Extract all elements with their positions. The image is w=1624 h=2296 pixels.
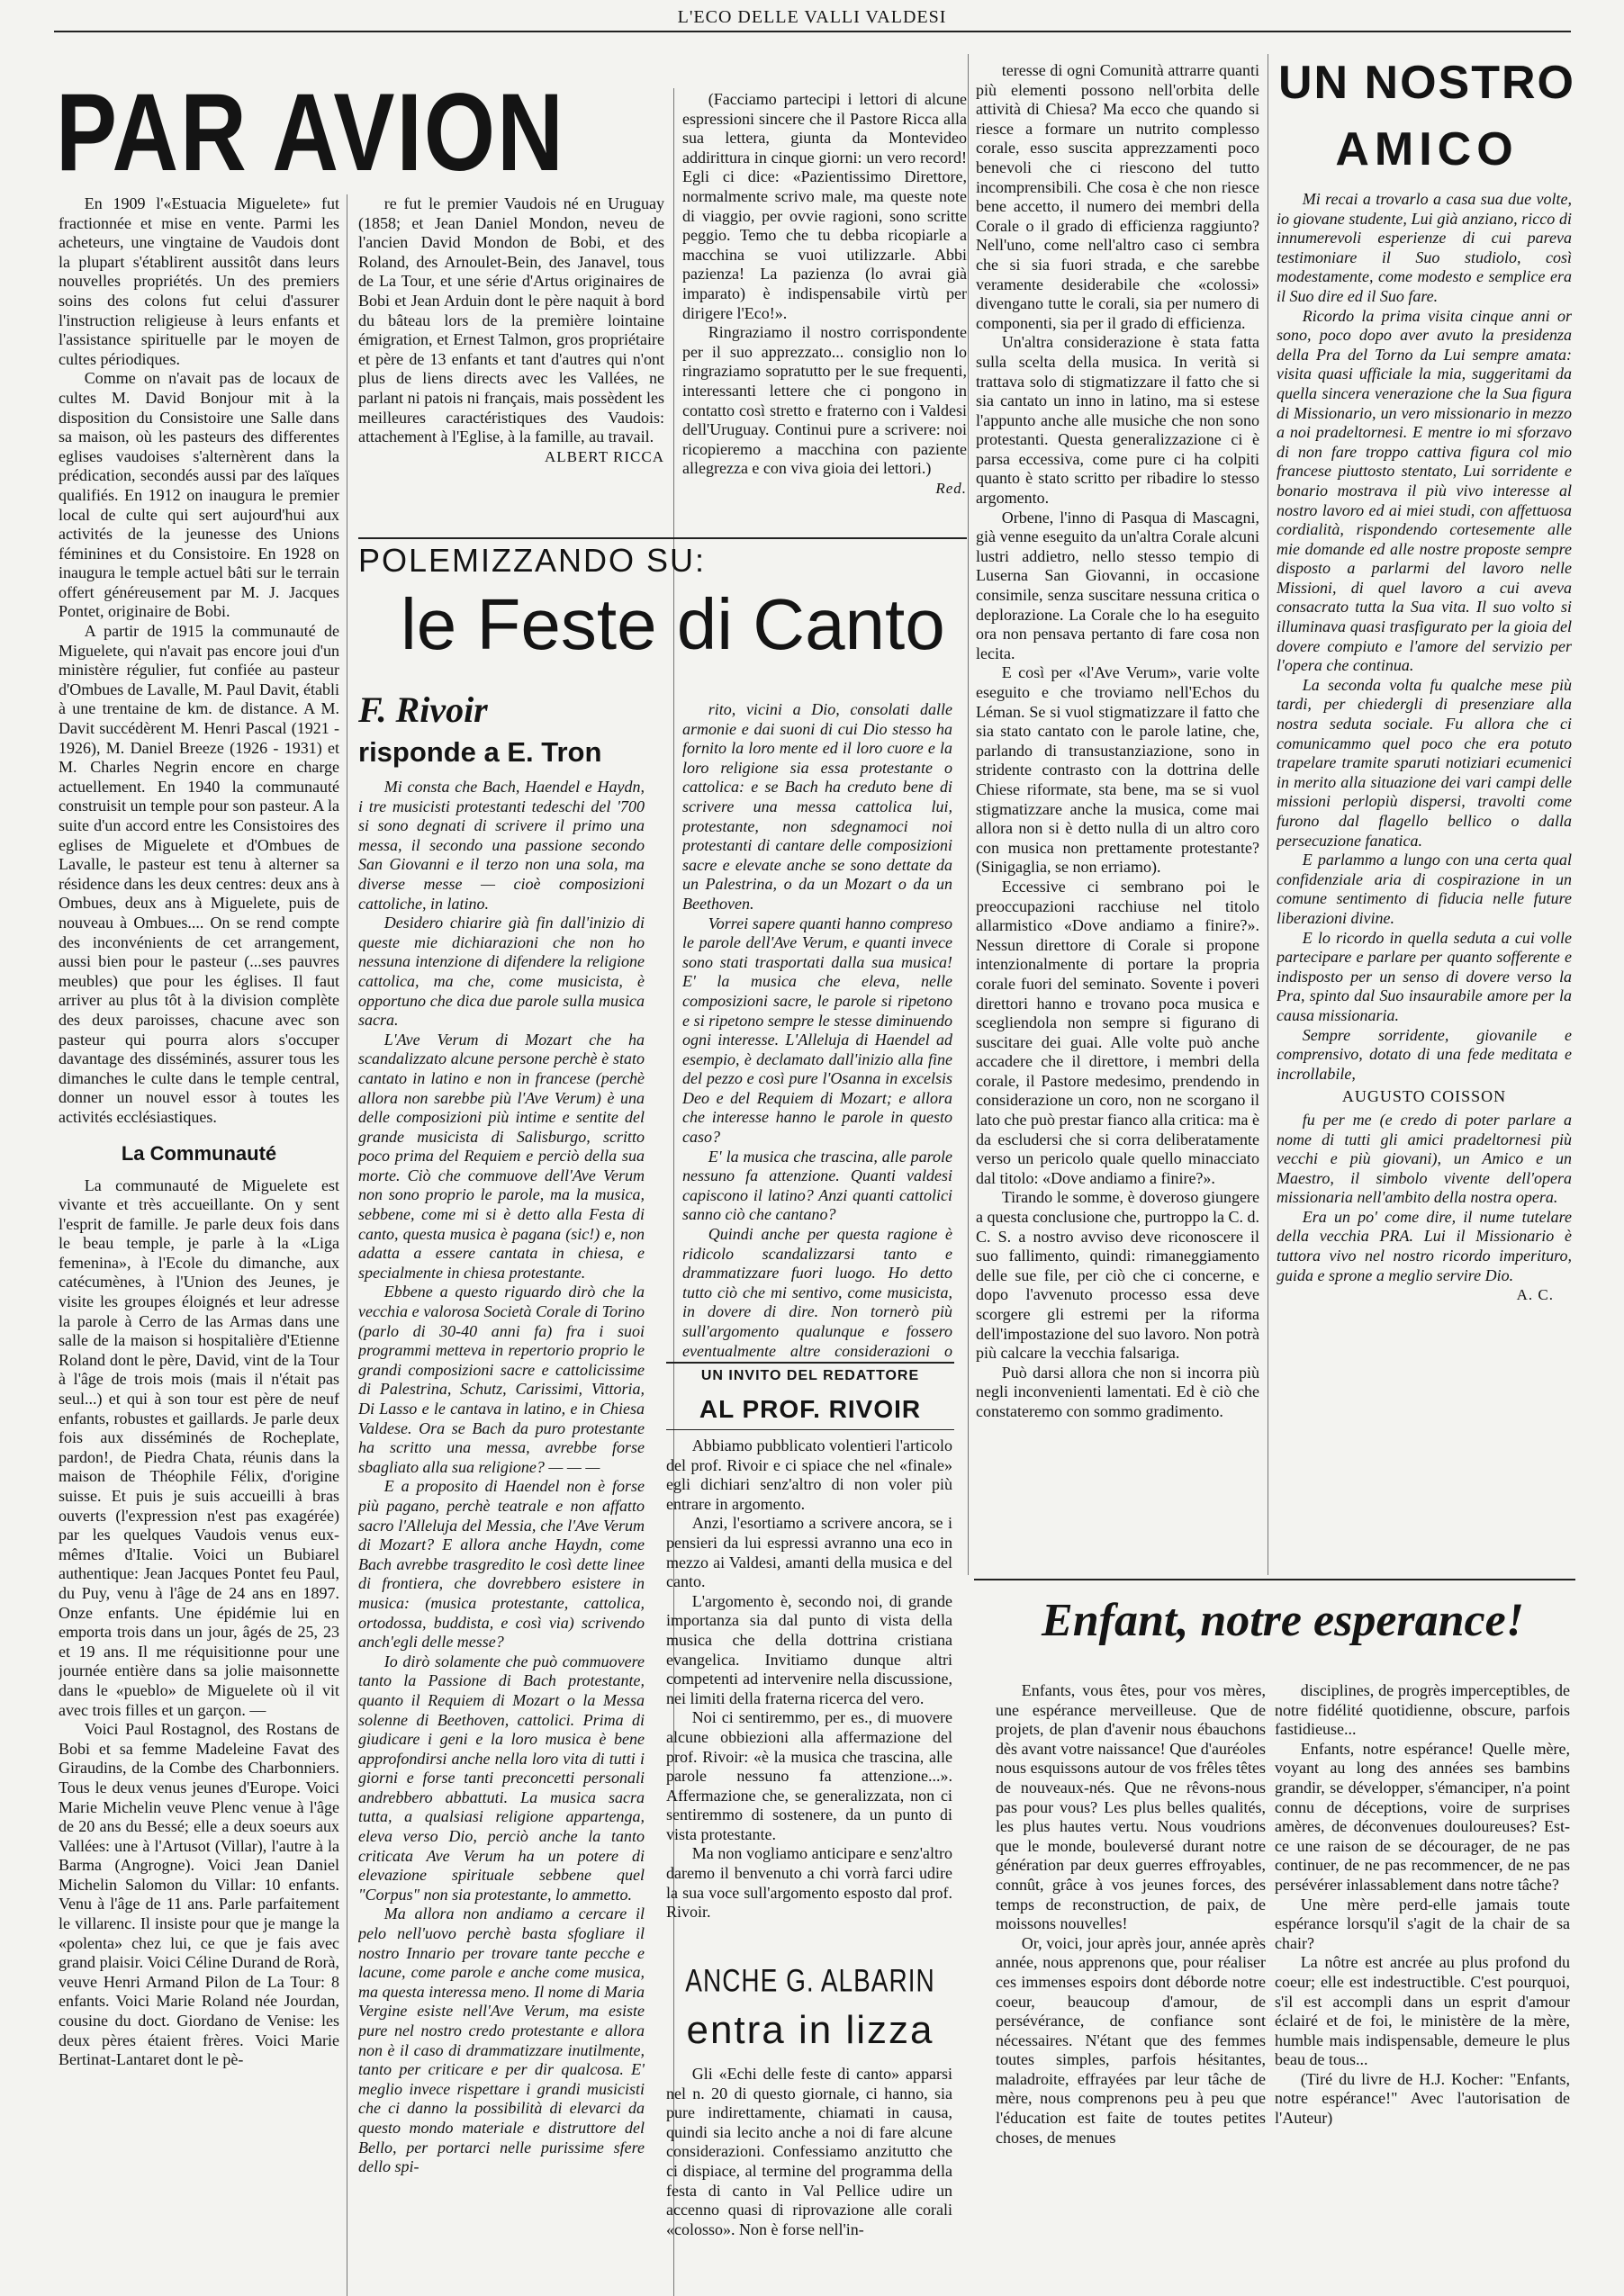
paragraph: Ma allora non andiamo a cercare il pelo nell'uovo perchè basta sfogliare il nostro Innario per trovare tante pecche e lacune, come parole e anche come musica, ma questa interessa meno. Il nome di Maria Vergine esiste nell'Ave Verum, ma esiste pure nel nostro credo protestante e allora non è il caso di drammatizzare inutilmente, tanto per criticare e per dir qualcosa. E' meglio invece rispettare i grandi musicisti che ci danno la possibilità di elevarci da questo mondo materiale e distruttore del Bello, per portarci nelle purissime sfere dello spi- [358,1904,645,2176]
paragraph: E a proposito di Haendel non è forse più pagano, perchè teatrale e non affatto sacro l'Alleluja del Messia, che l'Ave Verum di Mozart? E allora anche Haydn, come Bach avrebbe trasgredito le così dette linee di frontiera, che dovrebbero esistere in musica: (musica protestante, cattolica, ortodossa, buddista, e così via) scrivendo anch'egli delle messe? [358,1477,645,1652]
paragraph: Noi ci sentiremmo, per es., di muovere alcune obbiezioni alla affermazione del prof. Rivoir: «è la musica che trascina, alle parole nessuno fa attenzione...». Affermazione che, se generalizzata, non ci sentiremmo di sostenere, da un punto di vista protestante. [666,1708,952,1843]
paragraph: Tirando le somme, è doveroso giungere a questa conclusione che, purtroppo la C. d. C. S. a nostro avviso deve riconoscere il suo fallimento, quindi: rimaneggiamento delle sue file, per ciò che ci concerne, e dopo l'avvenuto processo essa deve scorgere gli estremi per la riforma dell'impostazione del suo lavoro. Non potrà più calcare la vecchia falsariga. [976,1188,1259,1363]
paragraph: La nôtre est ancrée au plus profond du coeur; elle est indestructible. C'est pourquoi, s'il est accompli dans un esprit d'amour éclairé et de foi, le ministère de la mère, humble mais indispensable, demeure le plus beau de tous... [1275,1953,1570,2069]
feste-title: le Feste di Canto [401,584,945,664]
albarin-column-a [666,2065,952,2296]
albarin-column-b [976,61,1259,1512]
paragraph: L'Ave Verum di Mozart che ha scandalizzato alcune persone perchè è stato cantato in latino e non in francese (perchè allora non sarebbe più l'Ave Verum) è una delle composizioni più intime e sentite del grande musicista di Salisburgo, scritto poco prima del Requiem e perciò della sua morte. Ciò che commuove dell'Ave Verum non sono proprio le parole, ma la musica, sebbene, come mi si è detto alla Festa di canto, questa musica è pagana (sic!) e, non adatta a essere cantata in chiesa, e specialmente in chiesa protestante. [358,1030,645,1282]
par-avion-column-1 [59,194,339,2296]
enfant-column-a [996,1681,1266,2296]
paragraph: La seconda volta fu qualche mese più tardi, per chiedergli di presenziare alla nostra seduta sociale. Fu allora che ci comunicammo quel poco che era potuto trapelare tramite sparuti notiziari ecumenici in merito alla situazione dei vari campi delle missioni perlopiù dispersi, travolti come furono dal flagello bellico o dalla persecuzione fanatica. [1277,675,1572,850]
amico-name: AUGUSTO COISSON [1341,1087,1507,1106]
column-divider [968,54,969,1575]
editor-signature: Red. [935,479,967,497]
feste-column-a [358,778,645,2296]
paragraph: Mi consta che Bach, Haendel e Haydn, i tre musicisti protestanti tedeschi del '700 si sono degnati di scrivere il primo una messa, il secondo una passione secondo San Giovanni e il terzo non una sola, ma diverse messe — cioè composizioni cattoliche, in latino. [358,778,645,913]
paragraph: Comme on n'avait pas de locaux de cultes M. David Bonjour mit à la disposition du Consistoire une Salle dans sa maison, où les pasteurs des differentes eglises vaudoises s'alternèrent dans la prédication, secondés aussi par des laïques qualifiés. En 1912 on inaugura le premier local de culte qui sert aujourd'hui aux activités de la jeunesse des Unions féminines et du Consistoire. En 1928 on inaugura le temple actuel bâti sur le terrain offert généreusement par M. J. Jacques Pontet, originaire de Bobi. [59,369,339,621]
albarin-kicker: ANCHE G. ALBARIN [685,1963,935,1998]
paragraph: Ringraziamo il nostro corrispondente per il suo apprezzato... consiglio non lo ringraziamo sopratutto per le sue frequenti, interessanti lettere che ci pongono in contatto così stretto e fraterno con i Valdesi dell'Uruguay. Continui pure a scrivere: noi ricopieremo a macchina con paziente allegrezza e con viva gioia dei lettori.) [682,323,967,478]
section-rule [666,1429,954,1430]
paragraph: Eccessive ci sembrano poi le preoccupazioni racchiuse nel titolo allarmistico «Dove andiamo a finire?». Nessun direttore di Corale si propone intenzionalmente di portare la propria corale fuori del seminato. Sovente i poveri direttori hanno e trovano poca musica e scegliendola non sempre si figurano di suscitare dei guai. Alle volte può anche accadere che il direttore, i membri della corale, il Pastore medesimo, prendendo in considerazione un coro, non ne scorgano il lato che può prestar fianco alla critica: ma è da escludersi che si corra deliberatamente verso un pericolo quale quello minacciato dal titolo: «Dove andiamo a finire?». [976,877,1259,1187]
paragraph: L'argomento è, secondo noi, di grande importanza sia dal punto di vista della musica che della dottrina cristiana evangelica. Invitiamo dunque altri competenti ad intervenire nella discussione, nei limiti della fraterna ricerca del vero. [666,1591,952,1707]
paragraph: Anzi, l'esortiamo a scrivere ancora, se i pensieri da lui espressi avranno una eco in mezzo ai Valdesi, amanti della musica e del canto. [666,1514,952,1591]
invito-title: AL PROF. RIVOIR [699,1395,922,1423]
section-rule [666,1362,954,1364]
amico-body [1277,190,1572,1558]
par-avion-column-2 [358,194,664,536]
paragraph: Mi recai a trovarlo a casa sua due volte, io giovane studente, Lui già anziano, ricco di innumerevoli esperienze di cui pareva testimoniare il Suo studiolo, così modestamente, come modesto e semplice era il Suo dire ed il Suo fare. [1277,190,1572,305]
paragraph: Desidero chiarire già fin dall'inizio di queste mie dichiarazioni che non ho nessuna intenzione di difendere la religione cattolica, ma che, come musicista, è opportuno che dica due parole sulla musica sacra. [358,914,645,1030]
paragraph: Or, voici, jour après jour, année après année, nous apprenons que, pour réaliser ces immenses espoirs dont déborde notre coeur, beaucoup d'amour, de persévérance, de confiance sont nécessaires. N'étant que des femmes toutes simples, parfois hésitantes, maladroite, effrayées par leur tâche de mère, nous comprenons peu à peu que l'éducation est faite de toutes petites choses, de menues [996,1933,1266,2147]
enfant-column-b [1275,1681,1570,2296]
paragraph: A partir de 1915 la communauté de Miguelete, qui n'avait pas encore joui d'un ministère régulier, fut confiée au pasteur d'Ombues de Lavalle, M. Paul Davit, établi à une trentaine de km. de distance. A M. Davit succédèrent M. Henri Pascal (1921 - 1926), M. Daniel Breeze (1926 - 1931) et M. Charles Negrin encore en charge actuellement. En 1940 la communauté construisit un temple pour son pasteur. A la suite d'un accord entre les Consistoires des eglises de Miguelete et d'Ombues de Lavalle, le pasteur est tenu à alterner sa résidence dans les deux centres: deux ans à Ombues, deux ans à Miguelete, puis de nouveau à Ombues.... On se rend compte des inconvénients de cet arrangement, aussi bien pour le pasteur (...ses pauvres meubles) que pour les églises. Il faut arriver au plus tôt à la division complète des deux paroisses, chacune avec son pasteur qui pourra alors s'occuper davantage des disséminés, assurer tous les dimanches le culte dans le temple central, donner un nouvel essor à toutes les activités ecclésiastiques. [59,622,339,1126]
paragraph: E così per «l'Ave Verum», varie volte eseguito e che troviamo nell'Echos du Léman. Se si vuol stigmatizzare il fatto che sia stato cantato con le parole latine, che, parlando di transustanziazione, sono in stridente contrasto con la dottrina delle Chiese riformate, sta bene, ma se si vuol stigmatizzare anche la musica, come mai allora non si è detto nulla di un altro coro con musica non prettamente protestante? (Sinigaglia, se non erriamo). [976,663,1259,877]
enfant-title: Enfant, notre esperance! [1042,1595,1524,1646]
paragraph: fu per me (e credo di poter parlare a nome di tutti gli amici pradeltornesi più vecchi e più giovani), un Amico e un Maestro, il simbolo vivente dell'opera missionaria nell'ambito della nostra opera. [1277,1110,1572,1207]
paragraph: teresse di ogni Comunità attrarre quanti più elementi possono nell'orbita delle attività di Chiesa? Ma ecco che quando si riesce a formare un nutrito complesso corale, esso suscita apprezzamenti poco benevoli che ci riescono del tutto incomprensibili. Che cosa è che non riesce bene accetto, il numero dei membri della Corale o il grado di efficienza raggiunto? Nell'uno, come nell'altro caso ci sembra che si sia fuori strada, e che sarebbe veramente desiderabile che «colossi» divengano tutte le corali, sia per numero di componenti, sia per il grado di efficienza. [976,61,1259,332]
feste-subtitle: risponde a E. Tron [358,736,602,768]
feste-kicker: POLEMIZZANDO SU: [358,542,707,579]
paragraph: En 1909 l'«Estuacia Miguelete» fut fractionnée et mise en vente. Parmi les acheteurs, une vingtaine de Vaudois dont la plupart s'établirent aussitôt dans leurs nouvelles propriétés. Un des premiers soins des colons fut celui d'assurer l'instruction religieuse à leurs enfants et l'assistance spirituelle par le moyen de cultes périodiques. [59,194,339,368]
feste-column-b [682,700,952,1359]
signature-albert-ricca: ALBERT RICCA [545,447,664,465]
amico-title-line1: UN NOSTRO [1278,57,1575,109]
paragraph: Enfants, notre espérance! Quelle mère, voyant au long des années ses bambins grandir, se développer, s'émanciper, n'a point connu de déceptions, voire de surprises amères, de déconvenues douloureuses? Est-ce une raison de se décourager, de ne pas continuer, de ne pas recommencer, de ne pas persévérer inlassablement dans notre tâche? [1275,1739,1570,1894]
paragraph: Orbene, l'inno di Pasqua di Mascagni, già venne eseguito da un'altra Corale alcuni lustri addietro, nello stesso tempio di Luserna San Giovanni, in occasione consimile, senza suscitare nessuna critica o deplorazione. La Corale che lo ha eseguito ora non pensava pertanto di fare cosa non lecita. [976,508,1259,662]
paragraph: rito, vicini a Dio, consolati dalle armonie e dai suoni di cui Dio stesso ha fornito la loro mente ed il loro cuore e la loro religione sia essa protestante o cattolica: e se Bach ha creduto bene di scrivere una messa cattolica lui, protestante, non sdegnamoci noi protestanti di cantare delle composizioni sacre e elevate anche se sono dettate da un Palestrina, o da un Mozart o da un Beethoven. [682,700,952,913]
paragraph: (Tiré du livre de H.J. Kocher: "Enfants, notre espérance!" Avec l'autorisation de l'Auteur) [1275,2069,1570,2128]
paragraph: Voici Paul Rostagnol, des Rostans de Bobi et sa femme Madeleine Favat des Giraudins, de la Combe des Charbonniers. Tous le deux venus jeunes d'Europe. Voici Marie Michelin veuve Plenc venue à l'âge de 20 ans du Bessé; elle a deux soeurs aux Vallées: une à l'Artusot (Villar), l'autre à la Barma (Angrogne). Voici Jean Daniel Michelin Salomon du Villar: 10 enfants. Venu à l'âge de 11 ans. Parle parfaitement le villarenc. Il insiste pour que je mange la «polenta» chez lui, ce que je fais avec grand plaisir. Voici Céline Durand de Rorà, veuve Henri Armand Pilon de La Tour: 8 enfants. Voici Marie Roland née Jourdan, cousine du doct. Giordano de Venise: les deux pères étaient frères. Voici Marie Bertinat-Lantaret dont le pè- [59,1720,339,2069]
paragraph: La communauté de Miguelete est vivante et très accueillante. On y sent l'esprit de famille. Je parle deux fois dans le beau temple, je parle à la «Liga femenina», à l'Ecole du dimanche, aux catécumènes, à l'Union des Jeunes, je visite les groupes éloignés et leur adresse la parole à Cerro de las Armas dans une salle de la maison si hospitalière d'Etienne Roland dont le père, David, vint de la Tour à l'âge de trois mois (mais il n'était pas seul...) et qui à son tour est père de neuf enfants, robustes et gaillards. Je parle deux fois aux disséminés de Rocheplate, pardon!, de Piedra Chata, réunis dans la maison de Théophile Félix, d'origine suisse. Et puis je suis accueilli à bras ouverts (l'expression n'est pas exagérée) par les quelques Vaudois venus eux-mêmes d'Italie. Voici un Bubiarel authentique: Jean Jacques Pontet feu Paul, du Puy, venu à l'âge de 24 ans en 1897. Onze enfants. Une épidémie lui en emporta trois dans un jour, âgés de 25, 23 et 19 ans. Il me réquisitionne pour une journée entière dans sa jolie maisonnette dans le «pueblo» de Miguelete où il vit avec trois filles et un garçon. — [59,1175,339,1719]
headline-par-avion: PAR AVION [56,70,565,194]
paragraph: Ma non vogliamo anticipare e senz'altro daremo il benvenuto a chi vorrà farci udire la sua voce sull'argomento esposto dal prof. Rivoir. [666,1844,952,1922]
editor-note [682,90,967,533]
invito-body [666,1436,952,1937]
amico-signature: A. C. [1516,1286,1554,1304]
paragraph: Ebbene a questo riguardo dirò che la vecchia e valorosa Società Corale di Torino (parlo di 30-40 anni fa) fra i suoi programmi metteva in repertorio proprio le grandi composizioni sacre e cattolicissime di Palestrina, Schutz, Carissimi, Vittoria, Di Lasso e le cantava in latino, e in Chiesa Valdese. Ora se Bach da puro protestante ha scritto una messa, avrebbe forse sbagliato alla sua religione? — — — [358,1283,645,1476]
paragraph: Era un po' come dire, il nume tutelare della vecchia PRA. Lui il Missionario è tuttora vivo nel nostro ricordo imperituro, guida e sprone a meglio servire Dio. [1277,1207,1572,1284]
paragraph: Ricordo la prima visita cinque anni or sono, poco dopo aver avuto la presidenza della Pra del Torno da Lui sempre amata: visita quasi ufficiale la mia, suggeritami da quella sincera venerazione che la Sua figura di Missionario, un vero missionario in mezzo a noi pradeltornesi. E mentre io mi sforzavo di non fare troppo cattiva figura col mio francese piuttosto stentato, Lui sorridente e bonario mostrava il più vivo interesse al nostro lavoro ed ai miei studi, con affettuosa cordialità, rispondendo cortesemente alle mie domande ed alle nostre proposte sempre disposto a parlarmi del lavoro nelle Missioni, di quel lavoro a cui aveva consacrato tutta la Sua vita. Il suo volto si illuminava quasi trasfigurato per la gioia del dovere compiuto e l'amore del servizio per l'opera che continua. [1277,306,1572,675]
newspaper-masthead: L'ECO DELLE VALLI VALDESI [677,7,947,27]
amico-title-line2: AMICO [1335,123,1519,176]
subhead-la-communaute: La Communauté [121,1141,277,1165]
paragraph: Vorrei sapere quanti hanno compreso le parole dell'Ave Verum, e quanti invece sono stati trasportati dalla sua musica! E' la musica che eleva, nelle composizioni sacre, le parole si ripetono e si ripetono sempre le stesse diminuendo ogni interesse. L'Alleluja di Haendel ad esempio, è declamato dall'inizio alla fine del pezzo e così pure l'Osanna in excelsis Deo e del Requiem di Mozart; e allora che interesse hanno le parole in questo caso? [682,914,952,1147]
paragraph: (Facciamo partecipi i lettori di alcune espressioni sincere che il Pastore Ricca alla sua lettera, giunta da Montevideo addirittura in cinque giorni: un vero record! Egli ci dice: «Pazientissimo Direttore, normalmente scrivo male, ma queste note di viaggio, per ovvie ragioni, sono scritte peggio. Temo che tu debba ricopiarle a macchina se vuoi utilizzarle. Abbi pazienza! La pazienza (lo avrai già imparato) è indispensabile virtù per dirigere l'Eco!». [682,90,967,322]
paragraph: Un'altra considerazione è stata fatta sulla scelta della musica. In verità si trattava solo di stigmatizzare il fatto che si sia cantato un inno in latino, ma si estese l'appunto anche alle musiche che non sono protestanti. Questa generalizzazione ci è parsa eccessiva, come pure ci ha colpiti quanto è stato scritto per ribadire lo stesso argomento. [976,333,1259,508]
paragraph: Enfants, vous êtes, pour vos mères, une espérance merveilleuse. Que de projets, de plan d'avenir nous ébauchons dès avant votre naissance! Que d'auréoles nous esquissons autour de vos frêles têtes de nouveaux-nés. Que ne rêvons-nous pas pour vous? Les plus belles qualités, les plus hautes vertu. Nous voudrions que le monde, bouleversé durant notre génération par deux guerres effroyables, connût, grâce à vos jeunes forces, des temps de reconstruction, de paix, de moissons nouvelles! [996,1681,1266,1933]
paragraph: Sempre sorridente, giovanile e comprensivo, dotato di una fede meditata e incrollabile, [1277,1025,1572,1083]
paragraph: Abbiamo pubblicato volentieri l'articolo del prof. Rivoir e ci spiace che nel «finale» egli dichiari senz'altro di non voler più entrare in argomento. [666,1436,952,1513]
paragraph: Quindi anche per questa ragione è ridicolo scandalizzarsi tanto e drammatizzare fuori luogo. Ho detto tutto ciò che mi sentivo, come musicista, in dovere di dire. Non tornerò più sull'argomento qualunque e fossero eventualmente altre considerazioni o [682,1225,952,1359]
albarin-title: entra in lizza [686,2008,934,2052]
paragraph: E lo ricordo in quella seduta a cui volle partecipare e parlare per quanto sofferente e indisposto per un senso di dovere verso la Pra, spinto dal Suo insaurabile amore per la causa missionaria. [1277,928,1572,1024]
paragraph: Une mère perd-elle jamais toute espérance lorsqu'il s'agit de la chair de sa chair? [1275,1895,1570,1952]
section-rule [358,537,967,539]
paragraph: re fut le premier Vaudois né en Uruguay (1858; et Jean Daniel Mondon, neveu de l'ancien David Mondon de Bobi, et des Roland, des Arnoulet-Bein, des Janavel, tous de La Tour, et une série d'Artus originaires de Bobi et Jean Arduin dont le père naquit à bord du bâteau lors de la première lointaine émigration, et Ernest Talmon, gros propriétaire et père de 13 enfants et tant d'autres qui n'ont plus de liens directs avec les Vallées, ne parlant ni patois ni français, mais possèdent les meilleures caractéristiques des Vaudois: attachement à l'Eglise, à la famille, au travail. [358,194,664,446]
paragraph: E' la musica che trascina, alle parole nessuno fa attenzione. Quanti valdesi capiscono il latino? Anzi quanti cattolici sanno ciò che cantano? [682,1147,952,1224]
paragraph: disciplines, de progrès imperceptibles, de notre fidélité quotidienne, obscure, parfois fastidieuse... [1275,1681,1570,1739]
paragraph: E parlammo a lungo con una certa qual confidenziale aria di cospirazione in un comune sentimento di fiducia nelle future liberazioni divine. [1277,851,1572,927]
invito-kicker: UN INVITO DEL REDATTORE [700,1368,920,1383]
section-rule [974,1579,1575,1580]
masthead-rule [54,31,1571,32]
feste-author: F. Rivoir [358,689,488,730]
paragraph: Può darsi allora che non si incorra più negli inconvenienti lamentati. Ed è ciò che constateremo con sommo gradimento. [976,1363,1259,1420]
paragraph: Io dirò solamente che può commuovere tanto la Passione di Bach protestante, quanto il Requiem di Mozart o la Messa solenne di Beethoven, cattolici. Prima di giudicare i geni e la loro musica è bene approfondirsi anche nella loro vita di tutti i giorni e forse tanti preconcetti personali andrebbero abbattuti. La musica sacra tutta, a qualsiasi religione appartenga, eleva verso Dio, perciò anche la tanto criticata Ave Verum ha un potere di elevazione spirituale sebbene quel "Corpus" non sia protestante, lo ammetto. [358,1652,645,1904]
paragraph: Gli «Echi delle feste di canto» apparsi nel n. 20 di questo giornale, ci hanno, sia pure indirettamente, chiamati in causa, quindi sia lecito anche a noi di fare alcune considerazioni. Confessiamo anzitutto che ci dispiace, al termine del programma della festa di canto in Val Pellice udire un accenno quasi di riprovazione alle corali «colosso». Non è forse nell'in- [666,2065,952,2238]
